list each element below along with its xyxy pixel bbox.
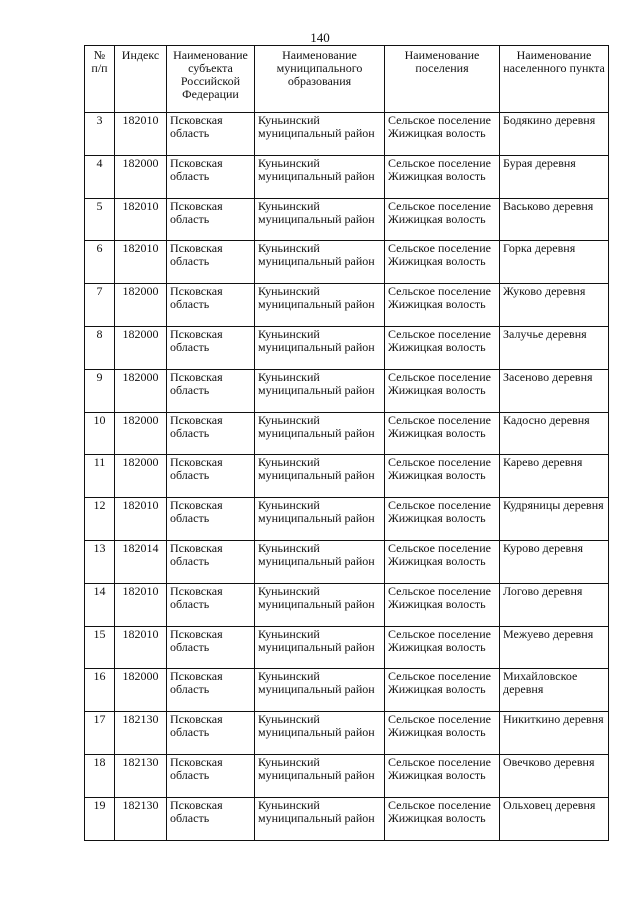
cell-municipal: Куньинский муниципальный район (255, 198, 385, 241)
cell-index: 182000 (115, 455, 167, 498)
cell-municipal: Куньинский муниципальный район (255, 797, 385, 840)
header-num: № п/п (85, 46, 115, 113)
cell-settlement: Сельское поселение Жижицкая волость (385, 583, 500, 626)
cell-subject: Псковская область (167, 412, 255, 455)
cell-settlement: Сельское поселение Жижицкая волость (385, 326, 500, 369)
cell-municipal: Куньинский муниципальный район (255, 583, 385, 626)
cell-municipal: Куньинский муниципальный район (255, 326, 385, 369)
cell-locality: Межуево деревня (500, 626, 609, 669)
cell-settlement: Сельское поселение Жижицкая волость (385, 754, 500, 797)
cell-index: 182010 (115, 583, 167, 626)
table-row (85, 754, 609, 797)
header-subject: Наименование субъекта Российской Федерации (167, 46, 255, 113)
table-row (85, 326, 609, 369)
cell-settlement: Сельское поселение Жижицкая волость (385, 626, 500, 669)
cell-settlement: Сельское поселение Жижицкая волость (385, 455, 500, 498)
cell-settlement: Сельское поселение Жижицкая волость (385, 498, 500, 541)
header-index: Индекс (115, 46, 167, 113)
cell-locality: Васьково деревня (500, 198, 609, 241)
cell-index: 182010 (115, 626, 167, 669)
cell-num: 16 (85, 669, 115, 712)
cell-municipal: Куньинский муниципальный район (255, 669, 385, 712)
table-row (85, 284, 609, 327)
table-row (85, 155, 609, 198)
cell-locality: Кадосно деревня (500, 412, 609, 455)
cell-index: 182010 (115, 241, 167, 284)
cell-subject: Псковская область (167, 797, 255, 840)
cell-index: 182130 (115, 797, 167, 840)
cell-locality: Кудряницы деревня (500, 498, 609, 541)
cell-num: 9 (85, 369, 115, 412)
cell-index: 182000 (115, 369, 167, 412)
cell-municipal: Куньинский муниципальный район (255, 455, 385, 498)
cell-subject: Псковская область (167, 155, 255, 198)
cell-settlement: Сельское поселение Жижицкая волость (385, 113, 500, 156)
cell-municipal: Куньинский муниципальный район (255, 712, 385, 755)
cell-num: 11 (85, 455, 115, 498)
cell-index: 182010 (115, 198, 167, 241)
header-locality: Наименование населенного пункта (500, 46, 609, 113)
localities-table (84, 45, 609, 841)
cell-subject: Псковская область (167, 540, 255, 583)
cell-num: 12 (85, 498, 115, 541)
cell-settlement: Сельское поселение Жижицкая волость (385, 412, 500, 455)
cell-subject: Псковская область (167, 284, 255, 327)
table-row (85, 797, 609, 840)
cell-locality: Логово деревня (500, 583, 609, 626)
cell-subject: Псковская область (167, 712, 255, 755)
cell-num: 19 (85, 797, 115, 840)
cell-locality: Овечково деревня (500, 754, 609, 797)
cell-num: 14 (85, 583, 115, 626)
cell-settlement: Сельское поселение Жижицкая волость (385, 284, 500, 327)
cell-subject: Псковская область (167, 369, 255, 412)
cell-subject: Псковская область (167, 583, 255, 626)
cell-index: 182014 (115, 540, 167, 583)
cell-subject: Псковская область (167, 198, 255, 241)
cell-num: 8 (85, 326, 115, 369)
cell-settlement: Сельское поселение Жижицкая волость (385, 369, 500, 412)
cell-num: 15 (85, 626, 115, 669)
cell-locality: Ольховец деревня (500, 797, 609, 840)
cell-locality: Курово деревня (500, 540, 609, 583)
header-municipal: Наименование муниципального образования (255, 46, 385, 113)
cell-settlement: Сельское поселение Жижицкая волость (385, 241, 500, 284)
cell-settlement: Сельское поселение Жижицкая волость (385, 712, 500, 755)
table-row (85, 540, 609, 583)
cell-municipal: Куньинский муниципальный район (255, 754, 385, 797)
cell-municipal: Куньинский муниципальный район (255, 369, 385, 412)
cell-index: 182000 (115, 669, 167, 712)
cell-subject: Псковская область (167, 326, 255, 369)
table-row (85, 369, 609, 412)
cell-subject: Псковская область (167, 241, 255, 284)
header-settlement: Наименование поселения (385, 46, 500, 113)
table-row (85, 583, 609, 626)
table-row (85, 669, 609, 712)
cell-index: 182010 (115, 498, 167, 541)
cell-locality: Залучье деревня (500, 326, 609, 369)
cell-index: 182000 (115, 412, 167, 455)
cell-municipal: Куньинский муниципальный район (255, 155, 385, 198)
cell-index: 182130 (115, 754, 167, 797)
cell-locality: Никиткино деревня (500, 712, 609, 755)
cell-locality: Жуково деревня (500, 284, 609, 327)
table-row (85, 198, 609, 241)
cell-num: 13 (85, 540, 115, 583)
cell-index: 182130 (115, 712, 167, 755)
cell-locality: Михайловское деревня (500, 669, 609, 712)
cell-locality: Засеново деревня (500, 369, 609, 412)
cell-num: 5 (85, 198, 115, 241)
cell-num: 18 (85, 754, 115, 797)
cell-index: 182000 (115, 284, 167, 327)
cell-subject: Псковская область (167, 498, 255, 541)
table-row (85, 113, 609, 156)
cell-locality: Бурая деревня (500, 155, 609, 198)
cell-num: 4 (85, 155, 115, 198)
table-row (85, 498, 609, 541)
cell-index: 182000 (115, 326, 167, 369)
cell-settlement: Сельское поселение Жижицкая волость (385, 797, 500, 840)
cell-num: 3 (85, 113, 115, 156)
cell-num: 6 (85, 241, 115, 284)
table-row (85, 712, 609, 755)
cell-municipal: Куньинский муниципальный район (255, 113, 385, 156)
cell-settlement: Сельское поселение Жижицкая волость (385, 540, 500, 583)
cell-num: 10 (85, 412, 115, 455)
cell-locality: Бодякино деревня (500, 113, 609, 156)
cell-index: 182000 (115, 155, 167, 198)
table-header-row (85, 46, 609, 113)
cell-municipal: Куньинский муниципальный район (255, 241, 385, 284)
cell-settlement: Сельское поселение Жижицкая волость (385, 198, 500, 241)
table-row (85, 626, 609, 669)
cell-index: 182010 (115, 113, 167, 156)
cell-settlement: Сельское поселение Жижицкая волость (385, 155, 500, 198)
table-row (85, 412, 609, 455)
cell-num: 7 (85, 284, 115, 327)
cell-subject: Псковская область (167, 754, 255, 797)
table-row (85, 241, 609, 284)
cell-num: 17 (85, 712, 115, 755)
cell-locality: Горка деревня (500, 241, 609, 284)
table-row (85, 455, 609, 498)
cell-municipal: Куньинский муниципальный район (255, 498, 385, 541)
cell-subject: Псковская область (167, 455, 255, 498)
cell-municipal: Куньинский муниципальный район (255, 540, 385, 583)
cell-subject: Псковская область (167, 113, 255, 156)
cell-municipal: Куньинский муниципальный район (255, 284, 385, 327)
cell-municipal: Куньинский муниципальный район (255, 626, 385, 669)
cell-locality: Карево деревня (500, 455, 609, 498)
cell-subject: Псковская область (167, 669, 255, 712)
cell-settlement: Сельское поселение Жижицкая волость (385, 669, 500, 712)
page-number: 140 (310, 30, 330, 45)
cell-subject: Псковская область (167, 626, 255, 669)
cell-municipal: Куньинский муниципальный район (255, 412, 385, 455)
